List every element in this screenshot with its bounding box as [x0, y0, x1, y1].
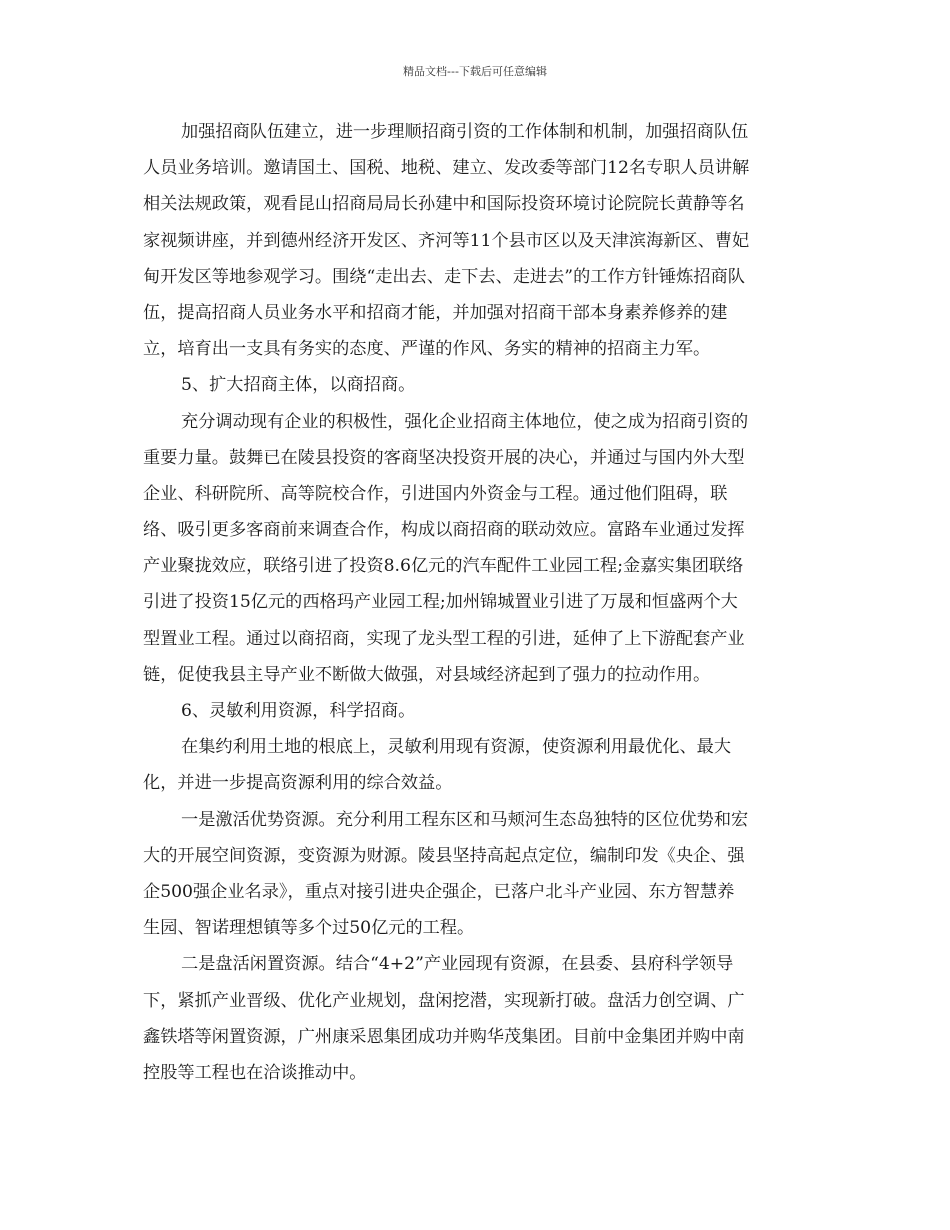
document-body [143, 114, 808, 1091]
paragraph-line: 重要力量。鼓舞已在陵县投资的客商坚决投资开展的决心，并通过与国内外大型 [143, 447, 745, 468]
paragraph-line: 相关法规政策，观看昆山招商局局长孙建中和国际投资环境讨论院院长黄静等名 [143, 194, 745, 215]
paragraph-first-line: 一是激活优势资源。充分利用工程东区和马颊河生态岛独特的区位优势和宏 [181, 809, 749, 830]
paragraph-line: 人员业务培训。邀请国土、国税、地税、建立、发改委等部门12名专职人员讲解 [143, 158, 750, 179]
paragraph-line: 控股等工程也在洽谈推动中。 [143, 1062, 367, 1083]
paragraph-line: 伍，提高招商人员业务水平和招商才能，并加强对招商干部本身素养修养的建 [143, 302, 728, 323]
paragraph-first-line: 在集约利用土地的根底上，灵敏利用现有资源，使资源利用最优化、最大 [181, 737, 732, 758]
paragraph-first-line: 5、扩大招商主体，以商招商。 [181, 375, 416, 396]
paragraph-line: 甸开发区等地参观学习。围绕“走出去、走下去、走进去”的工作方针锤炼招商队 [143, 266, 745, 287]
paragraph-line: 企500强企业名录》，重点对接引进央企强企，已落户北斗产业园、东方智慧养 [143, 881, 735, 902]
paragraph-line: 型置业工程。通过以商招商，实现了龙头型工程的引进，延伸了上下游配套产业 [143, 628, 745, 649]
paragraph-line: 企业、科研院所、高等院校合作，引进国内外资金与工程。通过他们阻碍，联 [143, 483, 728, 504]
paragraph-first-line: 6、灵敏利用资源，科学招商。 [181, 701, 416, 721]
paragraph-line: 络、吸引更多客商前来调查合作，构成以商招商的联动效应。富路车业通过发挥 [143, 520, 745, 541]
paragraph-line: 下，紧抓产业晋级、优化产业规划，盘闲挖潜，实现新打破。盘活力创空调、广 [143, 990, 745, 1011]
paragraph-line: 大的开展空间资源，变资源为财源。陵县坚持高起点定位，编制印发《央企、强 [143, 845, 745, 866]
paragraph-line: 生园、智诺理想镇等多个过50亿元的工程。 [143, 918, 475, 939]
paragraph-first-line: 充分调动现有企业的积极性，强化企业招商主体地位，使之成为招商引资的 [181, 411, 749, 432]
paragraph-first-line: 加强招商队伍建立，进一步理顺招商引资的工作体制和机制，加强招商队伍 [181, 122, 749, 142]
paragraph-line: 化，并进一步提高资源利用的综合效益。 [143, 773, 453, 794]
page-header: 精品文档---下载后可任意编辑 [403, 65, 547, 78]
paragraph-line: 引进了投资15亿元的西格玛产业园工程;加州锦城置业引进了万晟和恒盛两个大 [143, 592, 738, 613]
paragraph-line: 产业聚拢效应，联络引进了投资8.6亿元的汽车配件工业园工程;金嘉实集团联络 [143, 556, 744, 577]
paragraph-line: 鑫铁塔等闲置资源，广州康采恩集团成功并购华茂集团。目前中金集团并购中南 [143, 1026, 745, 1047]
paragraph-line: 立，培育出一支具有务实的态度、严谨的作风、务实的精神的招商主力军。 [143, 339, 711, 360]
paragraph-line: 链，促使我县主导产业不断做大做强，对县域经济起到了强力的拉动作用。 [143, 664, 711, 685]
paragraph-line: 家视频讲座，并到德州经济开发区、齐河等11个县市区以及天津滨海新区、曹妃 [143, 230, 750, 251]
paragraph-first-line: 二是盘活闲置资源。结合“4+2”产业园现有资源，在县委、县府科学领导 [181, 954, 734, 975]
